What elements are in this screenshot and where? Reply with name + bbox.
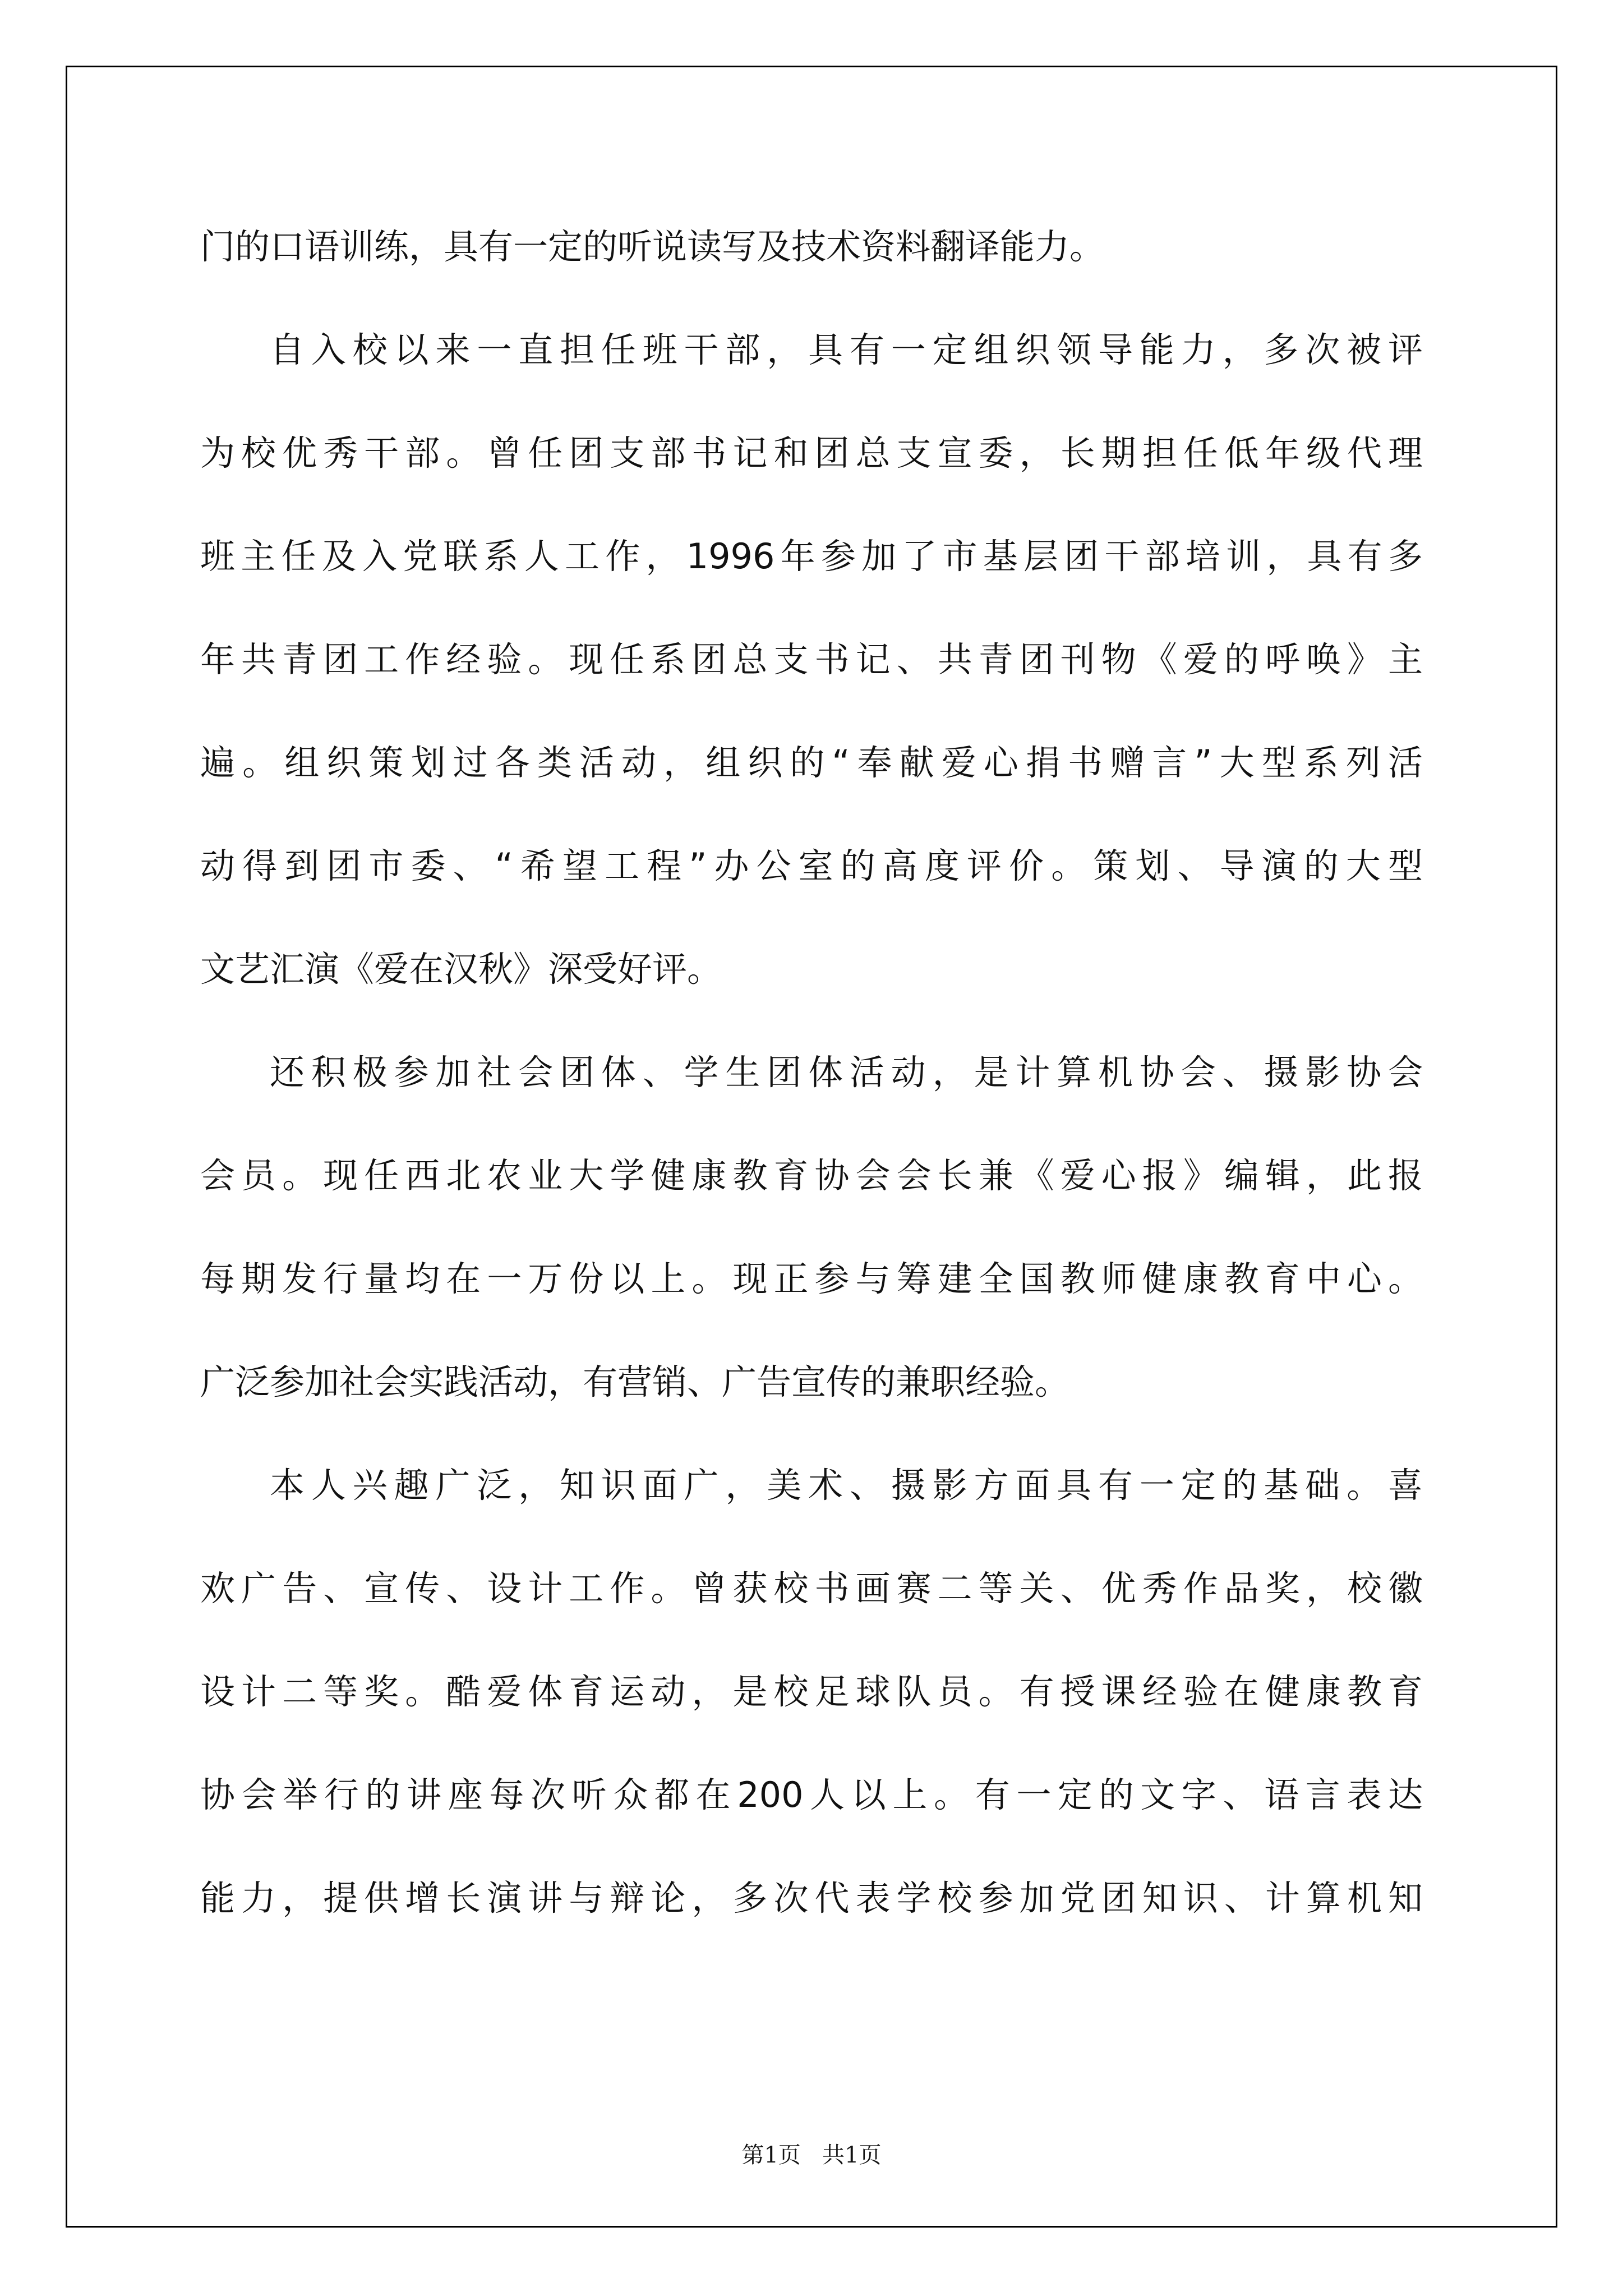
document-body xyxy=(200,195,1423,1950)
text-line: 每期发行量均在一万份以上。现正参与筹建全国教师健康教育中心。 xyxy=(200,1258,1423,1299)
text-line: 自入校以来一直担任班干部，具有一定组织领导能力，多次被评 xyxy=(270,329,1423,370)
text-line: 欢广告、宣传、设计工作。曾获校书画赛二等关、优秀作品奖，校徽 xyxy=(200,1568,1423,1609)
text-line: 广泛参加社会实践活动，有营销、广告宣传的兼职经验。 xyxy=(200,1361,1070,1402)
text-line: 遍。组织策划过各类活动，组织的“奉献爱心捐书赠言”大型系列活 xyxy=(200,742,1423,783)
text-line: 年共青团工作经验。现任系团总支书记、共青团刊物《爱的呼唤》主 xyxy=(200,639,1423,680)
text-line: 能力，提供增长演讲与辩论，多次代表学校参加党团知识、计算机知 xyxy=(200,1878,1423,1918)
page-number-footer: 第1页 共1页 xyxy=(741,2142,882,2168)
text-line: 动得到团市委、“希望工程”办公室的高度评价。策划、导演的大型 xyxy=(200,845,1423,886)
text-line: 设计二等奖。酷爱体育运动，是校足球队员。有授课经验在健康教育 xyxy=(200,1671,1423,1712)
text-line: 班主任及入党联系人工作，1996年参加了市基层团干部培训，具有多 xyxy=(200,536,1423,577)
text-line: 本人兴趣广泛，知识面广，美术、摄影方面具有一定的基础。喜 xyxy=(270,1465,1423,1506)
text-line: 协会举行的讲座每次听众都在200人以上。有一定的文字、语言表达 xyxy=(200,1774,1423,1815)
text-line: 还积极参加社会团体、学生团体活动，是计算机协会、摄影协会 xyxy=(270,1052,1423,1093)
text-line: 会员。现任西北农业大学健康教育协会会长兼《爱心报》编辑，此报 xyxy=(200,1155,1423,1196)
text-line: 门的口语训练，具有一定的听说读写及技术资料翻译能力。 xyxy=(200,226,1105,267)
text-line: 为校优秀干部。曾任团支部书记和团总支宣委，长期担任低年级代理 xyxy=(200,432,1423,473)
text-line: 文艺汇演《爱在汉秋》深受好评。 xyxy=(200,949,722,990)
